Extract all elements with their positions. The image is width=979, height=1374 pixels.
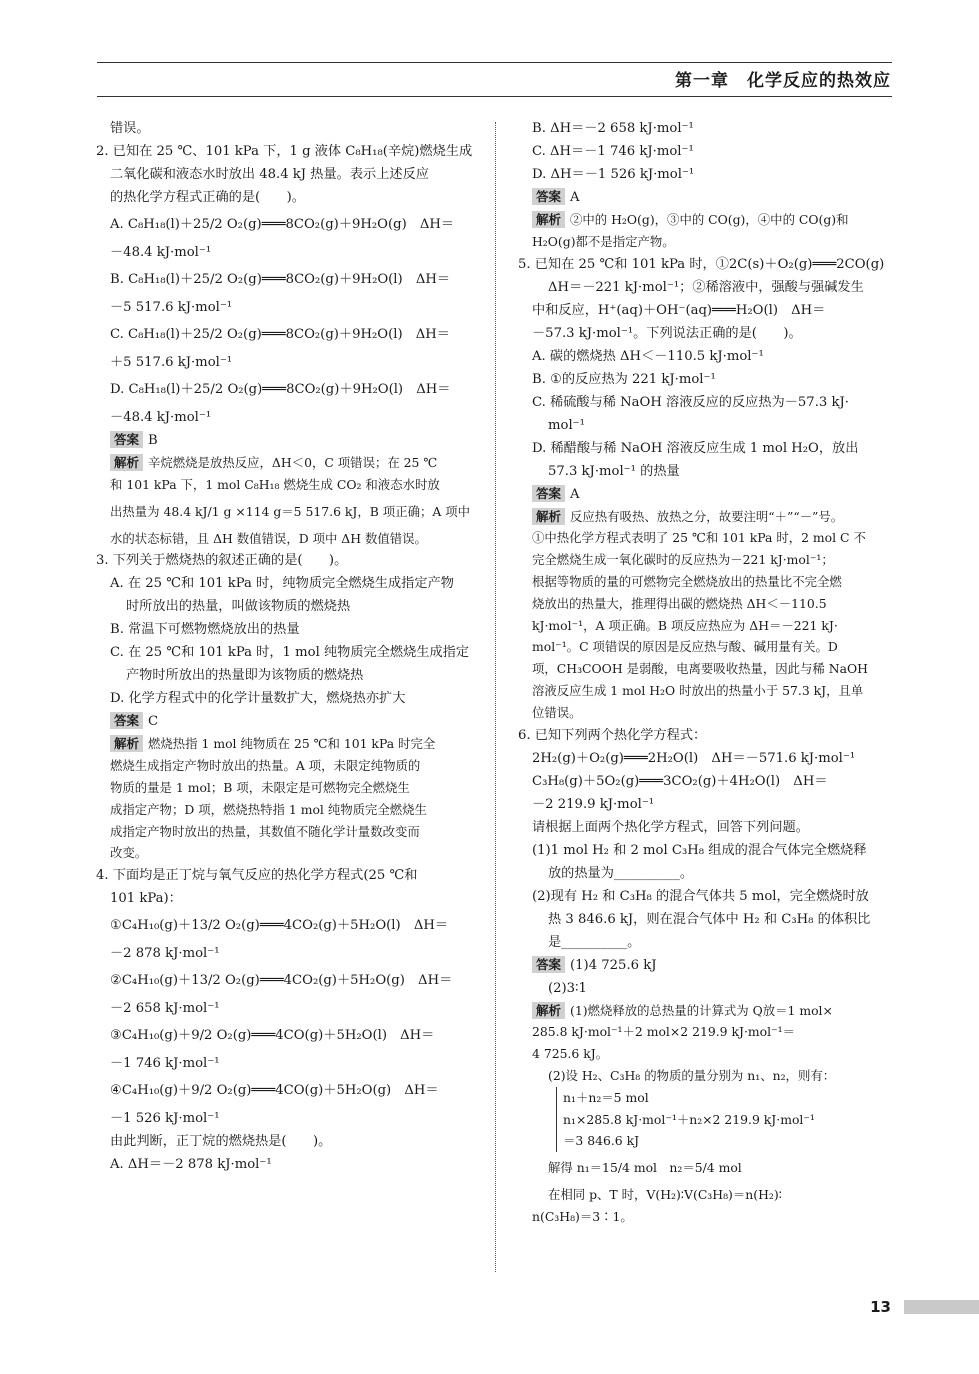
label-tag: 解析 <box>532 1002 565 1019</box>
text-line <box>518 908 895 931</box>
text-line <box>96 264 482 296</box>
line-text: 改变。 <box>110 845 148 861</box>
line-text: 4. 下面均是正丁烷与氧气反应的热化学方程式(25 ℃和 <box>96 868 418 884</box>
line-text: 热 3 846.6 kJ，则在混合气体中 H₂ 和 C₃H₈ 的体积比 <box>548 911 871 927</box>
text-line <box>518 345 895 368</box>
line-text: 反应热有吸热、放热之分，故要注明“＋”“－”号。 <box>570 508 844 524</box>
text-line <box>96 474 482 496</box>
text-line <box>518 231 895 253</box>
text-line <box>96 140 482 163</box>
line-text: (2)3∶1 <box>548 980 587 996</box>
line-text: 由此判断，正丁烷的燃烧热是( )。 <box>110 1134 332 1150</box>
line-text: 3. 下列关于燃烧热的叙述正确的是( )。 <box>96 553 348 569</box>
label-tag: 解析 <box>532 211 565 228</box>
text-line <box>518 885 895 908</box>
label-tag: 答案 <box>532 188 565 205</box>
text-line <box>518 322 895 345</box>
text-line <box>518 391 895 414</box>
text-line <box>518 702 895 724</box>
text-line <box>96 163 482 186</box>
line-text: 的热化学方程式正确的是( )。 <box>110 190 305 205</box>
left-column <box>96 117 482 1176</box>
text-line <box>96 664 482 687</box>
text-line <box>96 618 482 641</box>
text-line <box>96 549 482 572</box>
line-text: ＋5 517.6 kJ·mol⁻¹ <box>110 355 233 370</box>
line-text: 烧放出的热量大，推理得出碳的燃烧热 ΔH＜－110.5 <box>532 595 827 611</box>
line-text: D. 稀醋酸与稀 NaOH 溶液反应生成 1 mol H₂O，放出 <box>532 440 859 456</box>
text-line <box>518 793 895 816</box>
text-line <box>96 1107 482 1130</box>
line-text: B. 常温下可燃物燃烧放出的热量 <box>110 622 300 638</box>
line-text: D. C₈H₁₈(l)＋25/2 O₂(g)═══8CO₂(g)＋9H₂O(l) ΔH＝ <box>110 382 451 397</box>
text-line <box>96 117 482 140</box>
line-text: 二氧化碳和液态水时放出 48.4 kJ 热量。表示上述反应 <box>110 167 429 182</box>
right-column <box>518 117 895 1228</box>
line-text: A. C₈H₁₈(l)＋25/2 O₂(g)═══8CO₂(g)＋9H₂O(g) ΔH＝ <box>110 217 455 232</box>
text-line <box>518 276 895 299</box>
line-text: 错误。 <box>110 121 150 136</box>
line-text: 是__________。 <box>548 934 641 950</box>
line-text: 285.8 kJ·mol⁻¹＋2 mol×2 219.9 kJ·mol⁻¹＝ <box>532 1024 795 1040</box>
line-text: (1)4 725.6 kJ <box>570 957 657 973</box>
line-text: 101 kPa)： <box>110 891 182 907</box>
text-line <box>96 842 482 864</box>
line-text: (2)设 H₂、C₃H₈ 的物质的量分别为 n₁、n₂，则有： <box>548 1067 836 1083</box>
line-text: B. ①的反应热为 221 kJ·mol⁻¹ <box>532 371 716 387</box>
text-line <box>518 724 895 747</box>
line-text: －48.4 kJ·mol⁻¹ <box>110 410 212 425</box>
line-text: C. ΔH＝－1 746 kJ·mol⁻¹ <box>532 144 694 159</box>
line-text: B. ΔH＝－2 658 kJ·mol⁻¹ <box>532 121 694 136</box>
line-text: n₁＋n₂＝5 mol <box>563 1089 649 1105</box>
text-line <box>96 1130 482 1153</box>
line-text: B. C₈H₁₈(l)＋25/2 O₂(g)═══8CO₂(g)＋9H₂O(l) ΔH＝ <box>110 272 451 287</box>
line-text: A. 在 25 ℃和 101 kPa 时，纯物质完全燃烧生成指定产物 <box>110 576 454 592</box>
line-text: －2 878 kJ·mol⁻¹ <box>110 946 220 962</box>
text-line <box>96 864 482 887</box>
line-text: 产物时所放出的热量即为该物质的燃烧热 <box>126 668 364 684</box>
text-line <box>96 572 482 595</box>
text-line <box>96 942 482 965</box>
text-line <box>518 680 895 702</box>
line-text: 4 725.6 kJ。 <box>532 1046 609 1062</box>
label-tag: 答案 <box>532 956 565 973</box>
text-line <box>518 636 895 658</box>
text-line <box>96 1075 482 1107</box>
text-line <box>96 710 482 733</box>
text-line <box>96 1153 482 1176</box>
label-tag: 答案 <box>110 712 143 729</box>
text-line <box>518 1206 895 1228</box>
text-line <box>96 799 482 821</box>
chapter-rule <box>97 96 892 97</box>
line-text: B <box>148 433 158 448</box>
text-line <box>96 687 482 710</box>
line-text: 解得 n₁＝15/4 mol n₂＝5/4 mol <box>548 1160 742 1176</box>
line-text: 根据等物质的量的可燃物完全燃烧放出的热量比不完全燃 <box>532 573 842 589</box>
text-line <box>96 755 482 777</box>
text-line <box>518 571 895 593</box>
text-line <box>518 437 895 460</box>
column-divider <box>495 122 496 1272</box>
text-line <box>96 641 482 664</box>
text-line <box>96 209 482 241</box>
line-text: ④C₄H₁₀(g)＋9/2 O₂(g)═══4CO(g)＋5H₂O(g) ΔH＝ <box>110 1083 439 1099</box>
line-text: 完全燃烧生成一氧化碳时的反应热为－221 kJ·mol⁻¹； <box>532 552 834 568</box>
line-text: A. 碳的燃烧热 ΔH＜－110.5 kJ·mol⁻¹ <box>532 348 764 364</box>
text-line <box>518 299 895 322</box>
line-text: C <box>148 714 159 730</box>
text-line <box>518 931 895 954</box>
text-line <box>96 965 482 997</box>
chapter-title: 第一章 化学反应的热效应 <box>675 71 891 91</box>
line-text: 2. 已知在 25 ℃、101 kPa 下，1 g 液体 C₈H₁₈(辛烷)燃烧生成 <box>96 144 473 159</box>
line-text: －48.4 kJ·mol⁻¹ <box>110 245 212 260</box>
text-line <box>518 414 895 437</box>
text-line <box>518 1043 895 1065</box>
line-text: 6. 已知下列两个热化学方程式： <box>518 727 707 743</box>
line-text: A <box>570 486 580 502</box>
line-text: C. 稀硫酸与稀 NaOH 溶液反应的反应热为－57.3 kJ· <box>532 394 849 410</box>
line-text: 辛烷燃烧是放热反应，ΔH＜0，C 项错误；在 25 ℃ <box>148 455 438 470</box>
text-line <box>96 452 482 474</box>
text-line <box>518 816 895 839</box>
text-line <box>96 406 482 429</box>
text-line <box>96 733 482 755</box>
text-line <box>96 496 482 528</box>
line-text: －5 517.6 kJ·mol⁻¹ <box>110 300 233 315</box>
text-line <box>96 777 482 799</box>
line-text: D. ΔH＝－1 526 kJ·mol⁻¹ <box>532 167 695 182</box>
text-line <box>96 296 482 319</box>
line-text: －2 658 kJ·mol⁻¹ <box>110 1001 220 1017</box>
text-line <box>518 593 895 615</box>
line-text: (1)1 mol H₂ 和 2 mol C₃H₈ 组成的混合气体完全燃烧释 <box>532 842 867 858</box>
line-text: A. ΔH＝－2 878 kJ·mol⁻¹ <box>110 1157 272 1173</box>
line-text: C. C₈H₁₈(l)＋25/2 O₂(g)═══8CO₂(g)＋9H₂O(l) ΔH＝ <box>110 327 450 342</box>
text-line <box>556 1087 895 1109</box>
text-line <box>518 1021 895 1043</box>
line-text: 项，CH₃COOH 是弱酸，电离要吸收热量，因此与稀 NaOH <box>532 661 868 677</box>
text-line <box>96 997 482 1020</box>
text-line <box>556 1130 895 1152</box>
text-line <box>518 140 895 163</box>
text-line <box>518 549 895 571</box>
text-line <box>518 658 895 680</box>
text-line <box>96 821 482 843</box>
line-text: 在相同 p、T 时，V(H₂)∶V(C₃H₈)＝n(H₂)∶ <box>548 1187 782 1203</box>
text-line <box>518 770 895 793</box>
line-text: H₂O(g)都不是指定产物。 <box>532 233 675 249</box>
text-line <box>96 319 482 351</box>
line-text: n(C₃H₈)＝3∶1。 <box>532 1208 633 1224</box>
text-line <box>518 1184 895 1206</box>
line-text: －2 219.9 kJ·mol⁻¹ <box>532 796 655 812</box>
text-line <box>518 253 895 276</box>
line-text: ②中的 H₂O(g)，③中的 CO(g)，④中的 CO(g)和 <box>570 212 849 227</box>
line-text: 水的状态标错，且 ΔH 数值错误，D 项中 ΔH 数值错误。 <box>110 530 427 546</box>
line-text: 请根据上面两个热化学方程式，回答下列问题。 <box>532 819 809 835</box>
text-line <box>96 1052 482 1075</box>
text-line <box>518 460 895 483</box>
line-text: －57.3 kJ·mol⁻¹。下列说法正确的是( )。 <box>532 325 802 341</box>
text-line <box>96 595 482 618</box>
line-text: ①C₄H₁₀(g)＋13/2 O₂(g)═══4CO₂(g)＋5H₂O(l) ΔH＝ <box>110 918 449 934</box>
line-text: A <box>570 190 580 205</box>
line-text: n₁×285.8 kJ·mol⁻¹＋n₂×2 219.9 kJ·mol⁻¹ <box>563 1111 815 1127</box>
label-tag: 答案 <box>532 485 565 502</box>
line-text: C₃H₈(g)＋5O₂(g)═══3CO₂(g)＋4H₂O(l) ΔH＝ <box>532 773 828 789</box>
top-rule <box>97 62 892 63</box>
page-number-bar <box>904 1300 979 1314</box>
line-text: 出热量为 48.4 kJ/1 g ×114 g＝5 517.6 kJ，B 项正确；A 项中 <box>110 503 471 519</box>
line-text: －1 746 kJ·mol⁻¹ <box>110 1056 220 1072</box>
line-text: 5. 已知在 25 ℃和 101 kPa 时，①2C(s)＋O₂(g)═══2CO(g) <box>518 256 885 272</box>
text-line <box>96 910 482 942</box>
text-line <box>518 839 895 862</box>
text-line <box>96 1020 482 1052</box>
text-line <box>556 1109 895 1131</box>
line-text: 2H₂(g)＋O₂(g)═══2H₂O(l) ΔH＝－571.6 kJ·mol⁻¹ <box>532 750 856 766</box>
line-text: ③C₄H₁₀(g)＋9/2 O₂(g)═══4CO(g)＋5H₂O(l) ΔH＝ <box>110 1028 435 1044</box>
line-text: (2)现有 H₂ 和 C₃H₈ 的混合气体共 5 mol，完全燃烧时放 <box>532 888 869 904</box>
text-line <box>96 351 482 374</box>
line-text: 时所放出的热量，叫做该物质的燃烧热 <box>126 599 351 615</box>
text-line <box>518 368 895 391</box>
text-line <box>518 186 895 209</box>
label-tag: 解析 <box>110 454 143 471</box>
text-line <box>518 163 895 186</box>
line-text: mol⁻¹。C 项错误的原因是反应热与酸、碱用量有关。D <box>532 639 838 655</box>
text-line <box>518 1000 895 1022</box>
text-line <box>518 483 895 506</box>
line-text: ①中热化学方程式表明了 25 ℃和 101 kPa 时，2 mol C 不 <box>532 530 866 546</box>
line-text: 燃烧热指 1 mol 纯物质在 25 ℃和 101 kPa 时完全 <box>148 736 436 752</box>
text-line <box>96 887 482 910</box>
line-text: kJ·mol⁻¹，A 项正确。B 项反应热应为 ΔH＝－221 kJ· <box>532 617 838 633</box>
text-line <box>518 977 895 1000</box>
line-text: 溶液反应生成 1 mol H₂O 时放出的热量小于 57.3 kJ，且单 <box>532 682 864 698</box>
label-tag: 答案 <box>110 431 143 448</box>
line-text: ＝3 846.6 kJ <box>563 1133 640 1149</box>
text-line <box>518 747 895 770</box>
text-line <box>96 429 482 452</box>
line-text: 物质的量是 1 mol；B 项，未限定是可燃物完全燃烧生 <box>110 779 410 795</box>
line-text: 和 101 kPa 下，1 mol C₈H₁₈ 燃烧生成 CO₂ 和液态水时放 <box>110 476 440 492</box>
line-text: C. 在 25 ℃和 101 kPa 时，1 mol 纯物质完全燃烧生成指定 <box>110 645 470 661</box>
line-text: 位错误。 <box>532 704 582 720</box>
line-text: (1)燃烧释放的总热量的计算式为 Q放＝1 mol× <box>570 1002 833 1018</box>
text-line <box>96 528 482 550</box>
text-line <box>96 241 482 264</box>
label-tag: 解析 <box>532 508 565 525</box>
text-line <box>96 374 482 406</box>
text-line <box>96 186 482 209</box>
text-line <box>518 527 895 549</box>
line-text: 燃烧生成指定产物时放出的热量。A 项，未限定纯物质的 <box>110 758 421 774</box>
line-text: mol⁻¹ <box>548 417 585 433</box>
text-line <box>518 117 895 140</box>
text-line <box>518 1152 895 1184</box>
text-line <box>518 209 895 231</box>
page-number: 13 <box>870 1298 891 1316</box>
label-tag: 解析 <box>110 735 143 752</box>
line-text: 成指定产物；D 项，燃烧热特指 1 mol 纯物质完全燃烧生 <box>110 801 427 817</box>
line-text: 放的热量为__________。 <box>548 865 694 881</box>
line-text: 成指定产物时放出的热量，其数值不随化学计量数改变而 <box>110 823 420 839</box>
line-text: ②C₄H₁₀(g)＋13/2 O₂(g)═══4CO₂(g)＋5H₂O(g) ΔH＝ <box>110 973 453 989</box>
text-line <box>518 506 895 528</box>
text-line <box>518 1065 895 1087</box>
text-line <box>518 862 895 885</box>
line-text: ΔH＝－221 kJ·mol⁻¹；②稀溶液中，强酸与强碱发生 <box>548 279 864 295</box>
line-text: －1 526 kJ·mol⁻¹ <box>110 1111 220 1127</box>
line-text: D. 化学方程式中的化学计量数扩大，燃烧热亦扩大 <box>110 691 406 707</box>
text-line <box>518 615 895 637</box>
text-line <box>518 954 895 977</box>
line-text: 中和反应，H⁺(aq)＋OH⁻(aq)═══H₂O(l) ΔH＝ <box>532 302 826 318</box>
line-text: 57.3 kJ·mol⁻¹ 的热量 <box>548 463 680 479</box>
